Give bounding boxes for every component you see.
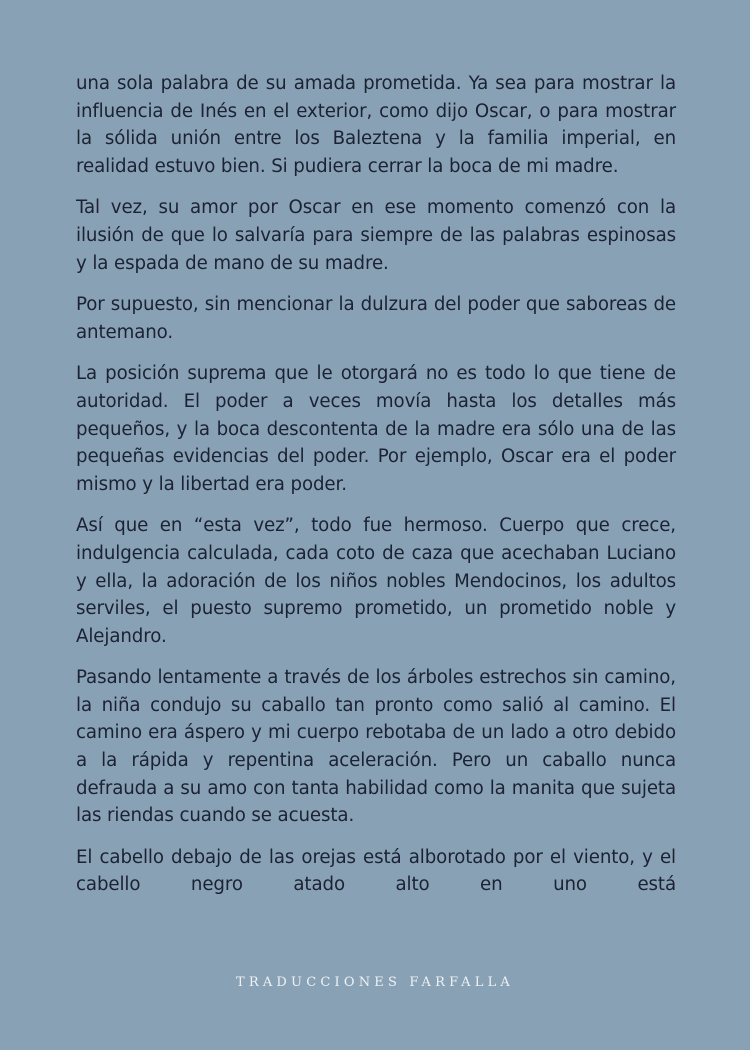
paragraph: Tal vez, su amor por Oscar en ese momento comenzó con la ilusión de que lo salvaría para siempre de las palabras espinosas y la espada de mano de su madre. [76, 197, 676, 274]
paragraph-continued: El cabello debajo de las orejas está alborotado por el viento, y el cabello negro atado alto en uno está [76, 846, 676, 896]
paragraph: Pasando lentamente a través de los árboles estrechos sin camino, la niña condujo su caballo tan pronto como salió al camino. El camino era áspero y mi cuerpo rebotaba de un lado a otro debido a la rápida y repentina aceleración. Pero un caballo nunca defrauda a su amo con tanta habilidad como la manita que sujeta las riendas cuando se acuesta. [76, 667, 676, 827]
paragraph: Por supuesto, sin mencionar la dulzura del poder que saboreas de antemano. [76, 294, 676, 343]
paragraph: La posición suprema que le otorgará no es todo lo que tiene de autoridad. El poder a veces movía hasta los detalles más pequeños, y la boca descontenta de la madre era sólo una de las pequeñas evidencias del poder. Por ejemplo, Oscar era el poder mismo y la libertad era poder. [76, 363, 676, 495]
page-footer-credit: TRADUCCIONES FARFALLA [235, 975, 514, 990]
paragraph: Así que en “esta vez”, todo fue hermoso. Cuerpo que crece, indulgencia calculada, cada coto de caza que acechaban Luciano y ella, la adoración de los niños nobles Mendocinos, los adultos serviles, el puesto supremo prometido, un prometido noble y Alejandro. [76, 515, 676, 647]
page-body [76, 70, 676, 899]
paragraph: una sola palabra de su amada prometida. Ya sea para mostrar la influencia de Inés en el exterior, como dijo Oscar, o para mostrar la sólida unión entre los Baleztena y la familia imperial, en realidad estuvo bien. Si pudiera cerrar la boca de mi madre. [76, 73, 676, 177]
